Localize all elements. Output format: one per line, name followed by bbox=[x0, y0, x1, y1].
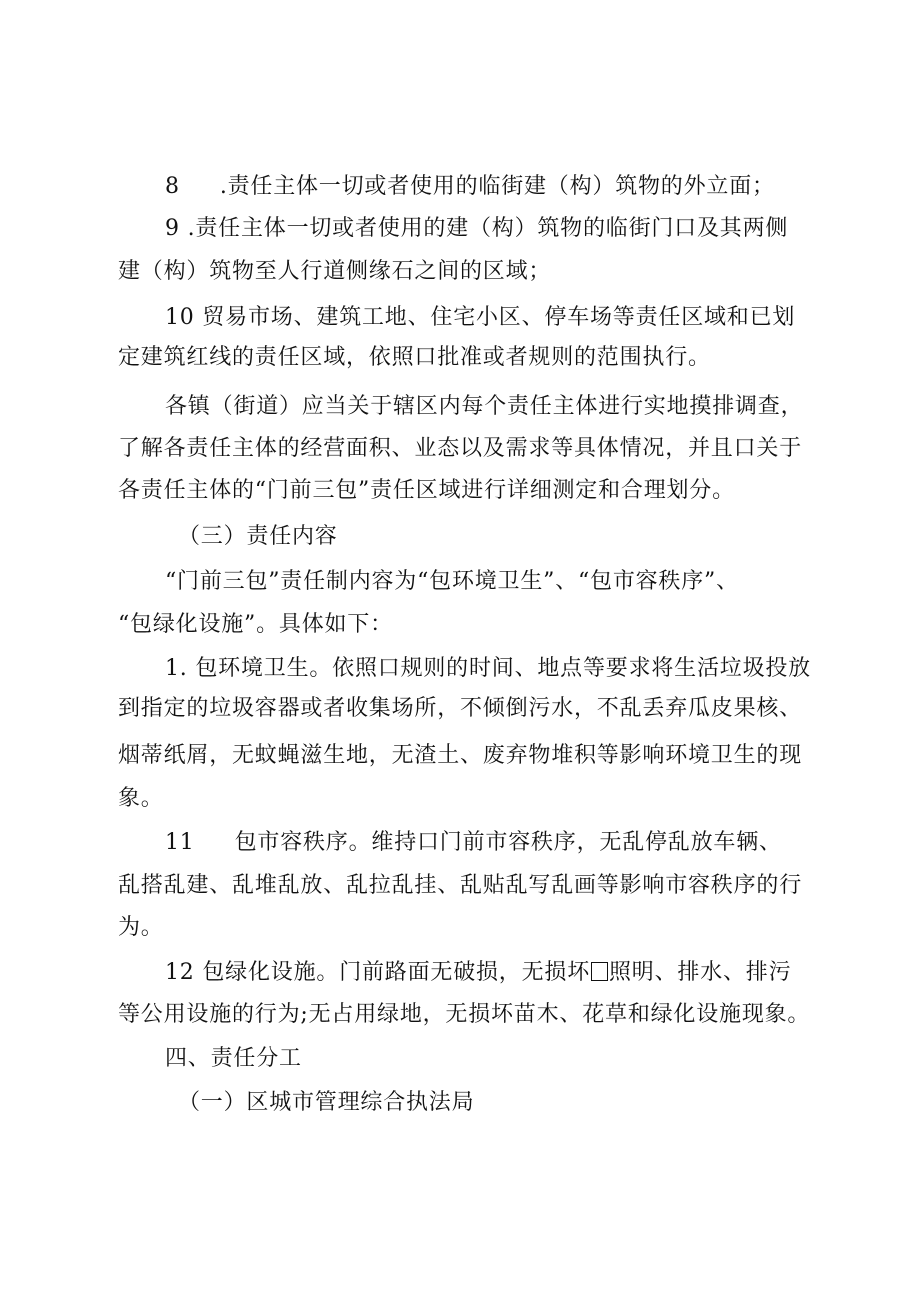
list-item-10-cont: 定建筑红线的责任区域，依照口批准或者规则的范围执行。 bbox=[118, 345, 711, 370]
item-greening-cont: 等公用设施的行为;无占用绿地，无损坏苗木、花草和绿化设施现象。 bbox=[118, 1002, 811, 1027]
list-item-8 bbox=[165, 172, 775, 202]
item-order-cont-1: 乱搭乱建、乱堆乱放、乱拉乱挂、乱贴乱写乱画等影响市容秩序的行 bbox=[118, 873, 803, 898]
item-text-post: 照明、排水、排污 bbox=[609, 960, 792, 985]
subsection-heading-bureau: （一）区城市管理综合执法局 bbox=[178, 1090, 475, 1115]
item-environment-cont-1: 到指定的垃圾容器或者收集场所，不倾倒污水，不乱丢弃瓜皮果核、 bbox=[118, 696, 803, 721]
item-order-cont-2: 为。 bbox=[118, 915, 164, 940]
item-number: 11 bbox=[165, 830, 195, 855]
list-item-10: 10 贸易市场、建筑工地、住宅小区、停车场等责任区域和已划 bbox=[165, 305, 796, 330]
item-environment-cont-3: 象。 bbox=[118, 786, 164, 811]
item-text: .责任主体一切或者使用的临街建（构）筑物的外立面； bbox=[219, 174, 775, 199]
item-environment-cont-2: 烟蒂纸屑，无蚊蝇滋生地，无渣土、废弃物堆积等影响环境卫生的现 bbox=[118, 743, 803, 768]
item-number: 8 bbox=[165, 174, 180, 199]
item-text: 包市容秩序。维持口门前市容秩序，无乱停乱放车辆、 bbox=[234, 830, 782, 855]
list-item-9: 9 .责任主体一切或者使用的建（构）筑物的临街门口及其两侧 bbox=[165, 216, 789, 241]
list-item-9-cont: 建（构）筑物至人行道侧缘石之间的区域； bbox=[118, 259, 552, 284]
section-heading-division: 四、责任分工 bbox=[165, 1046, 302, 1071]
paragraph-content: “门前三包”责任制内容为“包环境卫生”、“包市容秩序”、 bbox=[165, 569, 739, 594]
paragraph-survey: 各镇（街道）应当关于辖区内每个责任主体进行实地摸排调查， bbox=[165, 394, 804, 419]
item-text-pre: 12 包绿化设施。门前路面无破损，无损坏 bbox=[165, 960, 590, 985]
paragraph-survey-cont-2: 各责任主体的“门前三包”责任区域进行详细测定和合理划分。 bbox=[118, 478, 735, 503]
section-heading-responsibility-content: （三）责任内容 bbox=[178, 524, 338, 549]
paragraph-content-cont: “包绿化设施”。具体如下： bbox=[118, 612, 393, 637]
paragraph-survey-cont-1: 了解各责任主体的经营面积、业态以及需求等具体情况，并且口关于 bbox=[118, 436, 803, 461]
item-greening bbox=[165, 958, 791, 988]
item-order bbox=[165, 828, 782, 858]
missing-glyph-box-icon bbox=[591, 962, 608, 981]
item-environment: 1. 包环境卫生。依照口规则的时间、地点等要求将生活垃圾投放 bbox=[165, 656, 811, 681]
